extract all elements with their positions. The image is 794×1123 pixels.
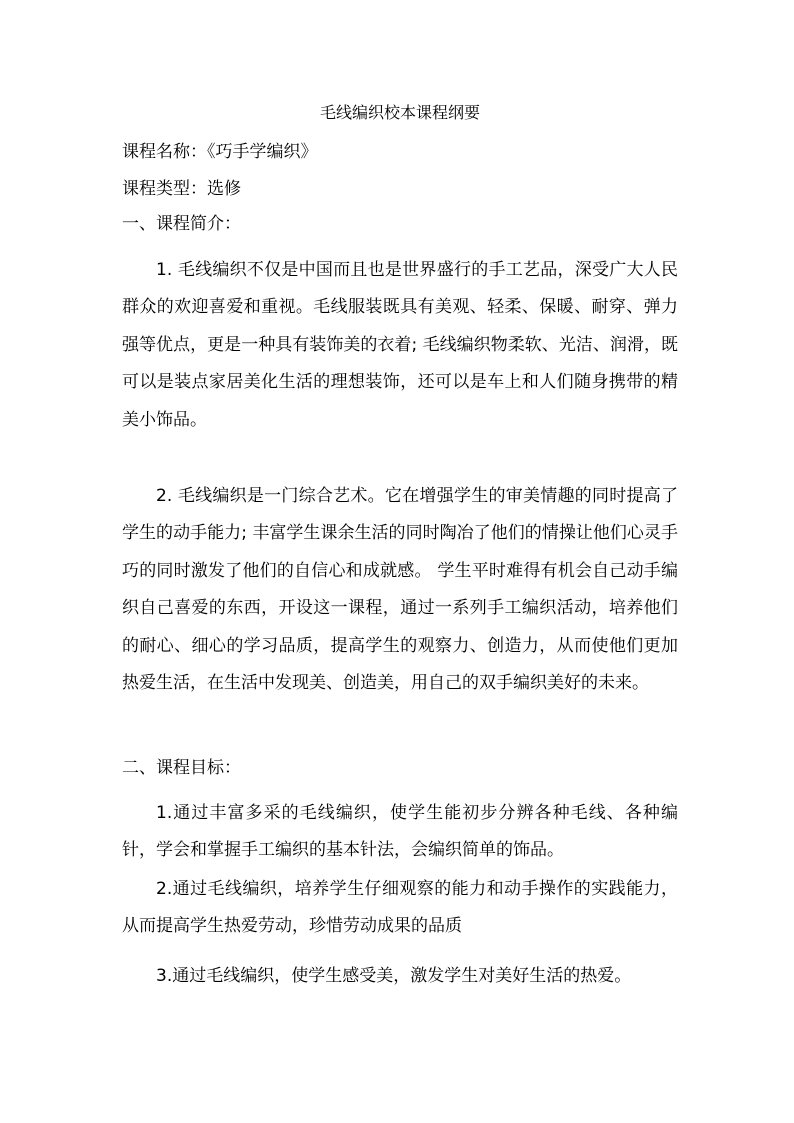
section-heading-intro: 一、课程简介：: [122, 214, 241, 234]
goal-paragraph-3: 3.通过毛线编织，使学生感受美，激发学生对美好生活的热爱。: [156, 966, 632, 986]
course-type: 课程类型：选修: [122, 179, 241, 199]
section-heading-goals: 二、课程目标：: [122, 758, 241, 778]
goal-paragraph-2: 2.通过毛线编织，培养学生仔细观察的能力和动手操作的实践能力，从而提高学生热爱劳动，珍惜劳动成果的品质: [122, 879, 678, 937]
document-title: 毛线编织校本课程纲要: [319, 103, 480, 122]
intro-paragraph-2: 2. 毛线编织是一门综合艺术。它在增强学生的审美情趣的同时提高了学生的动手能力; 丰富学生课余生活的同时陶冶了他们的情操让他们心灵手巧的同时激发了他们的自信心和成就感。 学生平时难得有机会自己动手编织自己喜爱的东西，开设这一课程，通过一系列手工编织活动，培养他们的耐心、细心的学习品质，提高学生的观察力、创造力，从而使他们更加热爱生活，在生活中发现美、创造美，用自己的双手编织美好的未来。: [122, 486, 678, 694]
course-name: 课程名称：《巧手学编织》: [122, 142, 318, 162]
intro-paragraph-1: 1. 毛线编织不仅是中国而且也是世界盛行的手工艺品，深受广大人民群众的欢迎喜爱和重视。毛线服装既具有美观、轻柔、保暖、耐穿、弹力强等优点，更是一种具有装饰美的衣着; 毛线编织物柔软、光洁、润滑，既可以是装点家居美化生活的理想装饰，还可以是车上和人们随身携带的精美小饰品。: [122, 260, 678, 430]
goal-paragraph-1: 1.通过丰富多采的毛线编织，使学生能初步分辨各种毛线、各种编针，学会和掌握手工编织的基本针法，会编织简单的饰品。: [122, 803, 678, 861]
